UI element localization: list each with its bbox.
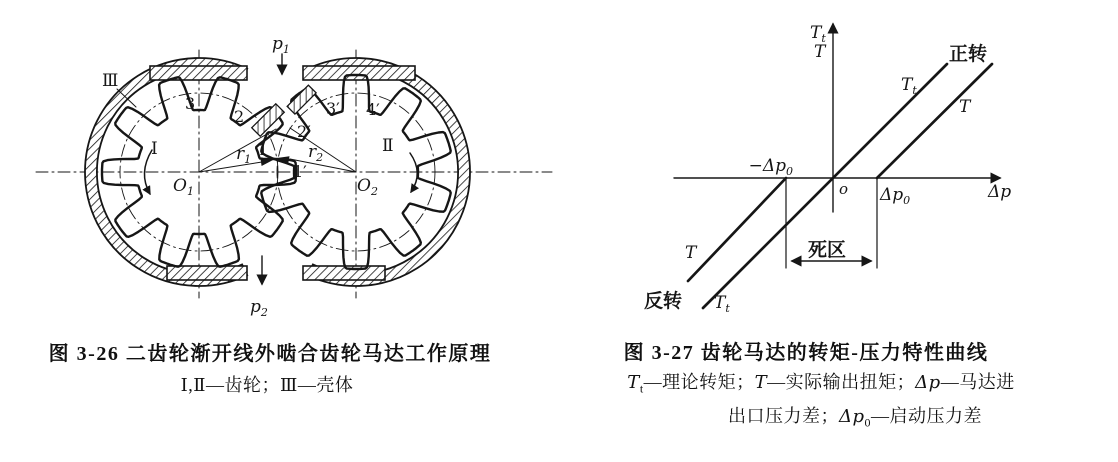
origin-label: o bbox=[839, 180, 849, 198]
line-actual-torque-forward bbox=[877, 64, 992, 178]
label-p2: $p_2$ bbox=[250, 297, 268, 319]
housing-plate-bottom-right bbox=[303, 266, 385, 280]
fig-3-26-gear-motor-diagram bbox=[36, 34, 552, 319]
note-symbol-Tt: T bbox=[627, 372, 640, 393]
note-symbol-dp0-sub: 0 bbox=[864, 415, 872, 430]
label-line-Tt-reverse: $T_t$ bbox=[714, 293, 730, 315]
note-symbol-dp: Δp bbox=[915, 372, 941, 393]
label-line-T-reverse: T bbox=[685, 243, 697, 263]
label-gear-II: Ⅱ bbox=[382, 136, 394, 156]
note-symbol-Tt-sub: t bbox=[639, 381, 644, 396]
fig27-caption-note-line1 bbox=[606, 368, 1036, 397]
label-tooth-4p: 4′ bbox=[366, 100, 380, 119]
housing-plate-bottom-left bbox=[167, 266, 247, 280]
label-tooth-1p: 1′ bbox=[293, 162, 307, 181]
fig27-caption-note-line2 bbox=[640, 402, 1070, 431]
fig27-caption-title: 图 3-27 齿轮马达的转矩-压力特性曲线 bbox=[623, 342, 989, 364]
tick-label-dp0: $\Delta p_0$ bbox=[880, 185, 911, 207]
line-actual-torque-reverse bbox=[688, 178, 786, 281]
label-reverse-rotation: 反转 bbox=[644, 291, 683, 312]
label-p1: $p_1$ bbox=[272, 34, 290, 56]
label-r2: $r_2$ bbox=[308, 142, 324, 164]
note-text-4: 出口压力差； bbox=[727, 406, 839, 426]
x-axis-label-dp: Δp bbox=[988, 182, 1012, 202]
note-symbol-T: T bbox=[754, 372, 768, 393]
label-r1: $r_1$ bbox=[236, 144, 252, 166]
fig26-caption-legend: Ⅰ,Ⅱ—齿轮；Ⅲ—壳体 bbox=[180, 375, 354, 395]
note-text-2: —实际输出扭矩； bbox=[767, 372, 916, 392]
label-tooth-2: 2 bbox=[234, 107, 245, 126]
label-forward-rotation: 正转 bbox=[949, 44, 988, 65]
label-tooth-3: 3 bbox=[185, 94, 196, 113]
y-axis-label-T: T bbox=[814, 42, 826, 62]
note-text-5: —启动压力差 bbox=[871, 406, 983, 426]
label-housing-III: Ⅲ bbox=[102, 71, 119, 91]
label-tooth-3p: 3′ bbox=[326, 99, 340, 118]
note-symbol-dp0: Δp bbox=[838, 406, 865, 427]
label-line-T-forward: T bbox=[959, 97, 971, 117]
label-gear-I: Ⅰ bbox=[151, 139, 158, 159]
fig26-caption-title: 图 3-26 二齿轮渐开线外啮合齿轮马达工作原理 bbox=[48, 343, 492, 365]
line-theoretical-torque bbox=[703, 64, 947, 308]
housing-plate-top-right bbox=[303, 66, 415, 80]
fig-3-27-torque-pressure-chart bbox=[644, 23, 1011, 315]
label-O1: $O_1$ bbox=[173, 176, 194, 198]
housing-plate-top-left bbox=[150, 66, 247, 80]
note-text-3: —马达进 bbox=[940, 372, 1015, 392]
label-tooth-1: 1 bbox=[258, 140, 269, 159]
note-text-1: —理论转矩； bbox=[643, 372, 755, 392]
y-axis-label-Tt: $T_t$ bbox=[810, 23, 826, 45]
label-dead-zone: 死区 bbox=[808, 240, 847, 261]
tick-label-neg-dp0: $-\Delta p_0$ bbox=[748, 156, 793, 178]
label-O2: $O_2$ bbox=[357, 176, 378, 198]
label-tooth-2p: 2′ bbox=[297, 122, 311, 141]
label-line-Tt-forward: $T_t$ bbox=[901, 75, 917, 97]
